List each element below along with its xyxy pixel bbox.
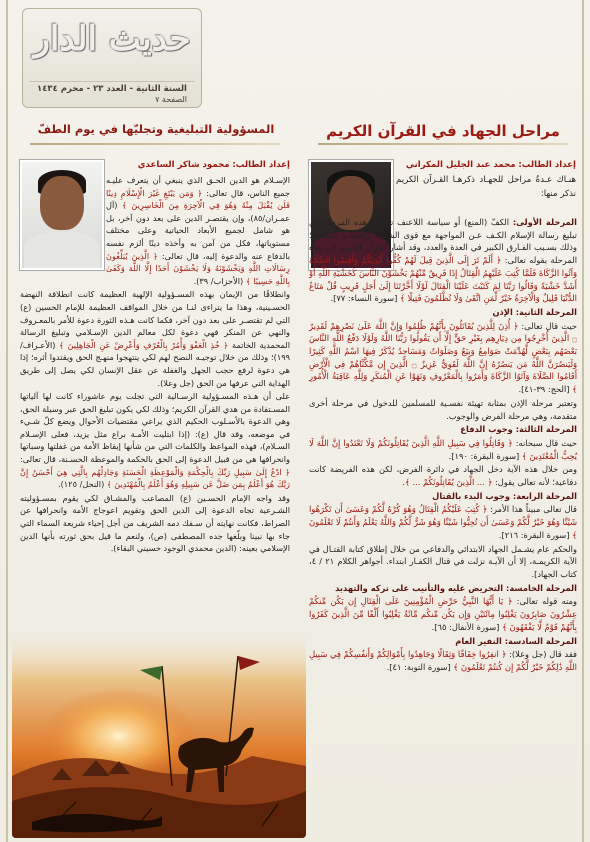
left-title-rule xyxy=(30,143,280,145)
p2-ref: (الأعـراف/ ١٩٩)؛ xyxy=(20,339,291,363)
stage4-verse: ﴿ كُتِبَ عَلَيْكُمُ الْقِتَالُ وَهُوَ كُرْهٌ لَّكُمْ وَعَسَىٰ أَن تَكْرَهُوا شَيْئًا وَهُوَ خَيْرٌ لَّكُمْ وَعَسَىٰ أَن تُحِبُّوا شَيْئًا وَهُوَ شَرٌّ لَّكُمْ وَاللَّهُ يَعْلَمُ وَأَنتُمْ لَا تَعْلَمُونَ ﴾ xyxy=(309,504,577,540)
stage3-text: ومن خلال هذه الآية دخل الجهاد في دائرة الفرض، لكن هذه الفريضة كانت دفاعية؛ لأنه تعالى يقول: xyxy=(309,464,577,488)
p3-ref: (النحل/ ١٢٥). xyxy=(57,479,105,490)
stage3-ref: [سورة البقرة: ١٩٠]. xyxy=(448,450,520,461)
p1-verse2: ﴿ الَّذِينَ يُبَلِّغُونَ رِسَالَاتِ اللَّهِ وَيَخْشَوْنَهُ وَلَا يَخْشَوْنَ أَحَدًا إِلَّا اللَّهَ وَكَفَىٰ بِاللَّهِ حَسِيبًا ﴾ xyxy=(106,250,290,286)
stage3-verse: ﴿ وَقَاتِلُوا فِي سَبِيلِ اللَّهِ الَّذِينَ يُقَاتِلُونَكُمْ وَلَا تَعْتَدُوا إِنَّ اللَّهَ لَا يُحِبُّ الْمُعْتَدِينَ ﴾ xyxy=(309,437,577,461)
stage1-ref: [سورة النساء: ٧٧]. xyxy=(330,293,398,304)
battlefield-scene-image xyxy=(12,626,306,838)
left-border-line xyxy=(6,0,8,842)
stage3-title: المرحلة الثالثة: وجوب الدفاع xyxy=(460,424,577,435)
stage4-text: والحكم عام يشـمل الجهاد الابتدائي والدفاعي من خلال إطلاق كتابة القتـال في الآية الكريمـة، إلا أن الآيـة نزلت في قتال الكفـار ابتداء. أجواهر الكلام ٢١ / ٤، كتاب الجهاد]. xyxy=(309,543,577,579)
stage3-verse2: ﴿ ... الَّذِينَ يُقَاتِلُونَكُمْ ... ﴾. xyxy=(402,477,493,488)
p1-text: الإسـلام هو الدين الحـق الذي ينبغي أن يتعرف عليـه جميع الناس، قال تعالى: xyxy=(106,175,290,198)
karbala-illustration xyxy=(12,626,306,838)
right-article-intro xyxy=(396,158,576,203)
right-article-title: مراحل الجهاد في القرآن الكريم xyxy=(326,122,560,140)
stage2-ref: [الحج: ٣٩-٤١]. xyxy=(518,384,570,395)
stage6-ref: [سورة التوبة: ٤١]. xyxy=(386,661,451,672)
stage4-ref: [سورة البقرة: ٢١٦]. xyxy=(498,529,570,540)
stage4-intro: قال تعالى مبيناً هذا الأمر: xyxy=(490,504,577,515)
p3-verse: ﴿ ادْعُ إِلَىٰ سَبِيلِ رَبِّكَ بِالْحِكْمَةِ وَالْمَوْعِظَةِ الْحَسَنَةِ وَجَادِلْهُم بِالَّتِي هِيَ أَحْسَنُ إِنَّ رَبَّكَ هُوَ أَعْلَمُ بِمَن ضَلَّ عَن سَبِيلِهِ وَهُوَ أَعْلَمُ بِالْمُهْتَدِينَ ﴾ xyxy=(20,466,290,490)
stage3-intro: حيث قال سبحانه: xyxy=(515,437,578,448)
stage2-verse: ﴿ أُذِنَ لِلَّذِينَ يُقَاتَلُونَ بِأَنَّهُمْ ظُلِمُوا وَإِنَّ اللَّهَ عَلَىٰ نَصْرِهِمْ لَقَدِيرٌ ۝ الَّذِينَ أُخْرِجُوا مِن دِيَارِهِم بِغَيْرِ حَقٍّ إِلَّا أَن يَقُولُوا رَبُّنَا اللَّهُ وَلَوْلَا دَفْعُ اللَّهِ النَّاسَ بَعْضَهُم بِبَعْضٍ لَّهُدِّمَتْ صَوَامِعُ وَبِيَعٌ وَصَلَوَاتٌ وَمَسَاجِدُ يُذْكَرُ فِيهَا اسْمُ اللَّهِ كَثِيرًا وَلَيَنصُرَنَّ اللَّهُ مَن يَنصُرُهُ إِنَّ اللَّهَ لَقَوِيٌّ عَزِيزٌ ۝ الَّذِينَ إِن مَّكَّنَّاهُمْ فِي الْأَرْضِ أَقَامُوا الصَّلَاةَ وَآتَوُا الزَّكَاةَ وَأَمَرُوا بِالْمَعْرُوفِ وَنَهَوْا عَنِ الْمُنكَرِ وَلِلَّهِ عَاقِبَةُ الْأُمُورِ ﴾ xyxy=(309,320,578,395)
issue-info: السنة الثانية - العدد ٢٣ - محرم ١٤٣٤ xyxy=(29,81,195,94)
author-name: محمد عبد الجليل المكراني xyxy=(405,160,516,170)
p3-text: على أن هـذه المسـؤولية الرسـالية التي تجلت يوم عاشوراء كانت لها آلياتها المسـتفادة من هدي القرآن الكريم؛ وذلك لكي يكون تبليغ الحق عبر وسيلة الحق، وهي الدعوة بالأسـلوب الحكيم الذي يراعي مقتضيات الأحوال ويضع كلّ شـيء في موضعه، وقد قال (ع): (إذا ابتليت الأمـة براع مثل يزيد، فعلى الإسـلام السـلام)، فهذه المواعظ والكلمات التي من شأنها إيقاظ الأمة من غفلتها وسباتها وانحرافها هي من قبيل الدعوة إلى الحق بالحكمة والموعظة الحسـنة، قال تعالى: xyxy=(20,391,290,465)
stage1-title: المرحلة الأولى: xyxy=(512,217,578,227)
stage2-intro: حيث قال تعالى: xyxy=(521,320,578,331)
stage5-title: المرحلة الخامسة: التحريض عليه والتأنيب على تركه والتهديد xyxy=(335,582,577,593)
stage6-title: المرحلة السادسة: النفير العام xyxy=(455,635,577,646)
stage5-verse: ﴿ يَا أَيُّهَا النَّبِيُّ حَرِّضِ الْمُؤْمِنِينَ عَلَى الْقِتَالِ إِن يَكُن مِّنكُمْ عِشْرُونَ صَابِرُونَ يَغْلِبُوا مِائَتَيْنِ وَإِن يَكُن مِّنكُم مِّائَةٌ يَغْلِبُوا أَلْفًا مِّنَ الَّذِينَ كَفَرُوا بِأَنَّهُمْ قَوْمٌ لَّا يَفْقَهُونَ ﴾ xyxy=(309,596,577,632)
intro-text: هنـاك عـدةُ مراحل للجهـاد ذكرهـا القـرآن الكريم نذكر منها: xyxy=(396,175,576,200)
left-article-body xyxy=(20,174,290,556)
stage1-text: الكفّ (المنع) أو سياسة اللاعنف تطلبت هذه المرحلة من تبليغ رسالة الإسلام الكـف عـن المواجهة مع قوى الشـرك وأقطاب الجاهلية؛ وذلك بسـبب الفـارق الكبير في العدة والعدد، وقد أشار القرآن الكريم إلى هذه المرحلة بقوله تعالى: xyxy=(309,217,578,266)
author-label: إعداد الطالب: xyxy=(518,160,576,170)
stage1-verse: ﴿ أَلَمْ تَرَ إِلَى الَّذِينَ قِيلَ لَهُمْ كُفُّوا أَيْدِيَكُمْ وَأَقِيمُوا الصَّلَاةَ وَآتُوا الزَّكَاةَ فَلَمَّا كُتِبَ عَلَيْهِمُ الْقِتَالُ إِذَا فَرِيقٌ مِّنْهُمْ يَخْشَوْنَ النَّاسَ كَخَشْيَةِ اللَّهِ أَوْ أَشَدَّ خَشْيَةً وَقَالُوا رَبَّنَا لِمَ كَتَبْتَ عَلَيْنَا الْقِتَالَ لَوْلَا أَخَّرْتَنَا إِلَىٰ أَجَلٍ قَرِيبٍ قُلْ مَتَاعُ الدُّنْيَا قَلِيلٌ وَالْآخِرَةُ خَيْرٌ لِّمَنِ اتَّقَىٰ وَلَا تُظْلَمُونَ فَتِيلًا ﴾ xyxy=(309,255,577,304)
magazine-title: حديث الدار xyxy=(33,19,191,59)
right-article-body xyxy=(309,216,577,675)
p4-text: وقد واجه الإمام الحسـين (ع) المصاعب والمشـاق لكي يقوم بمسـؤوليته الشـرعية تجاه الدعوة إلى الدين الحق وتقويم اعوجاج الأمة وانحرافها عن الصراط، فكانت نهايته أن سـفك دمه الشريف من أجل إحياء شريعة السماء التي جاء بها نبينا وبلّغها جده المصطفى (ص)، ولنعم ما قيل بحق ثورته بأنها الدين الإسلامي بعينه: (الدين محمدي الوجود حسيني البقاء). xyxy=(20,492,290,554)
stage5-intro: ومنه قوله تعالى: xyxy=(516,596,578,607)
magazine-logo-box xyxy=(22,8,202,108)
left-article-title: المسؤولية التبليغية وتجليّها في يوم الطفّ xyxy=(37,122,275,136)
p1-verse: ﴿ وَمَن يَبْتَغِ غَيْرَ الْإِسْلَامِ دِينًا فَلَن يُقْبَلَ مِنْهُ وَهُوَ فِي الْآخِرَةِ مِنَ الْخَاسِرِينَ ﴾ xyxy=(106,187,290,211)
p1-cont: وإن يقتصـر الدين على بعد دون آخر، بل هو شامل لجميع الأبعاد الحياتية وعلى مختلف مستوياتها، فكل من آمن به وأخذه دينًا ألزم نفسه بالدفاع عنه والدعوة إليه، قال تعالى: xyxy=(106,212,290,261)
left-article-intro xyxy=(106,158,290,173)
stage5-ref: [سورة الأنفال: ٦٥]. xyxy=(431,621,500,632)
right-title-rule xyxy=(318,143,568,145)
stage2-text: وتعتبر مرحلة الإذن بمثابة تهيئة نفسـية للمسلمين للدخول في مرحلة أخرى متقدمة، وهي مرحلة الفرض والوجوب. xyxy=(309,397,577,421)
stage6-intro: فقد قال (جل وعلا): xyxy=(509,649,578,660)
page-header xyxy=(0,0,590,118)
p2-text: وانطلاقًا من الإيمان بهذه المسـؤولية الإلهية العظيمة كانت انطلاقة النهضة الحسـينية، وهذا ما يتراءى لنـا من خلال المواقف العظيمة للإمام الحسين (ع) التي لم تقتصـر على بعد دون آخر، فكما كانت هـذه الثورة دعوة للأمر بالمعـروف والنهي عن المنكر فهي دعوة لكل معالم الدين الإسـلامي وتبليغ الرسالة المحمدية الخاتمة xyxy=(20,289,291,350)
page-number: الصفحة ٧ xyxy=(155,95,187,104)
p1-ref: (آل عمـران/٨٥)، xyxy=(106,200,290,223)
right-border-line xyxy=(582,0,584,842)
author-name: محمود شاكر الساعدي xyxy=(137,160,230,170)
p2-verse: ﴿ خُذِ الْعَفْوَ وَأْمُرْ بِالْعُرْفِ وَأَعْرِضْ عَنِ الْجَاهِلِينَ ﴾ xyxy=(59,339,229,350)
stage2-title: المرحلة الثانية: الإذن xyxy=(492,306,577,317)
p2-cont: وذلك من خلال توجيـه النصح لهم لكي ينتهجوا منهـج الحق ويقتدوا أثره؛ إذا هي دعوة لرفع حجب الجهل والغفلة عن عقل الإنسان لكي يصل إلى طريق الهداية التي عرفها من الحق (جل وعلا). xyxy=(20,352,290,388)
p1-ref2: (الأحزاب/ ٣٩). xyxy=(193,275,244,286)
stage4-title: المرحلة الرابعة: وجوب البدء بالقتال xyxy=(432,490,577,501)
stage6-verse: ﴿ انفِرُوا خِفَافًا وَثِقَالًا وَجَاهِدُوا بِأَمْوَالِكُمْ وَأَنفُسِكُمْ فِي سَبِيلِ اللَّهِ ذَٰلِكُمْ خَيْرٌ لَّكُمْ إِن كُنتُمْ تَعْلَمُونَ ﴾ xyxy=(309,649,577,672)
author-label: إعداد الطالب: xyxy=(232,160,290,170)
